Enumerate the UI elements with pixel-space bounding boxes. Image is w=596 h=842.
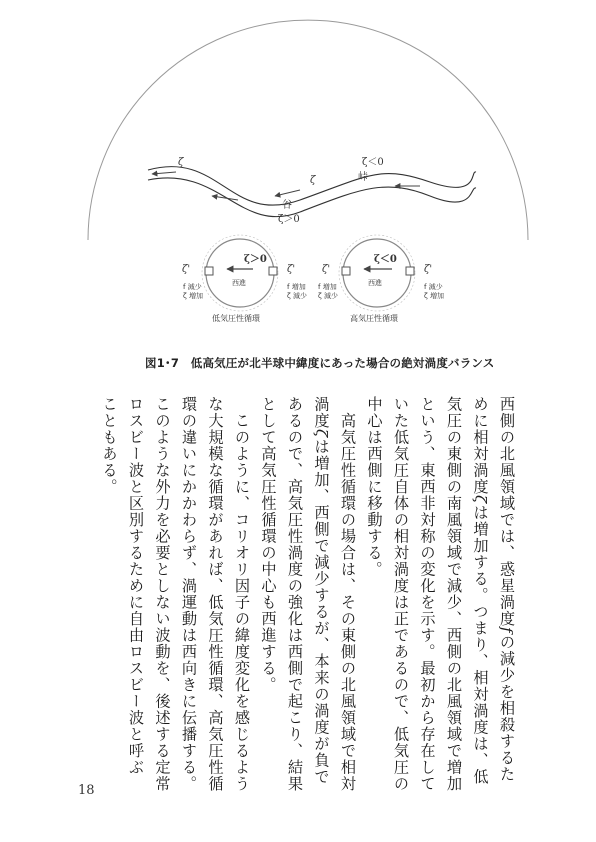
label-zeta-negative-top: ζ＜0: [362, 157, 384, 168]
high-circulation-title: 高気圧性循環: [350, 314, 398, 323]
figure-caption: 図1･7 低高気圧が北半球中緯度にあった場合の絶対渦度バランス: [145, 356, 495, 370]
hemisphere-arc: [88, 20, 528, 240]
text-column-3: 気圧の東側の南風領域で減少、西側の北風領域で増加: [445, 396, 463, 792]
text-column-8: [308, 396, 335, 786]
high-left-note-1: f 増加: [318, 283, 337, 291]
label-zeta-mid: ζ: [310, 175, 316, 186]
text-column-7: 高気圧性循環の場合は、その東側の北風領域で相対: [339, 396, 357, 792]
figure-absolute-vorticity-balance: [0, 0, 596, 340]
text-run: は増加する。つまり、相対渦度は、低: [471, 504, 490, 786]
low-right-note-2: ζ 減少: [287, 292, 308, 300]
high-outer-zeta-left: ζ': [322, 264, 331, 275]
math-zeta: ζ: [471, 495, 490, 505]
text-run: は増加、西側で減少するが、本来の渦度が負で: [312, 438, 331, 786]
low-inner-zeta: ζ': [287, 264, 296, 275]
text-run: の減少を相殺するた: [498, 633, 516, 783]
low-outer-zeta: ζ': [182, 264, 191, 275]
low-circulation-title: 低気圧性循環: [212, 314, 260, 323]
label-ridge: 峠: [358, 172, 368, 183]
text-column-14: このような外力を必要としない波動を、後述する定常: [153, 396, 172, 792]
text-column-4: という、東西非対称の変化を示す。最初から存在して: [418, 396, 437, 792]
high-left-note-2: ζ 減少: [318, 292, 339, 300]
low-right-note-1: f 増加: [287, 283, 306, 291]
text-column-15: ロスビー波と区別するために自由ロスビー波と呼ぶ: [127, 396, 145, 776]
text-run: 渦度: [312, 396, 331, 429]
math-f: f: [498, 627, 516, 634]
page-number: 18: [78, 783, 95, 798]
text-column-11: このように、コリオリ因子の緯度変化を感じるよう: [233, 396, 251, 792]
text-column-5: いた低気圧自体の相対渦度は正であるので、低気圧の: [392, 396, 410, 792]
low-left-note-1: f 減少: [183, 283, 202, 291]
flow-arrow-4: [152, 172, 176, 174]
text-column-16: こともある。: [100, 396, 119, 495]
flow-arrow-2: [275, 190, 300, 196]
text-column-2: [467, 396, 494, 786]
high-right-note-1: f 減少: [424, 283, 443, 291]
low-west-label: 西進: [232, 279, 246, 287]
body-text-vertical: [100, 396, 520, 792]
low-pressure-circulation: [182, 235, 307, 323]
text-run: 西側の北風領域では、惑星渦度: [498, 396, 516, 627]
text-column-13: 環の違いにかかわらず、渦運動は西向きに伝播する。: [180, 396, 198, 792]
low-center-zeta: ζ＞0: [244, 254, 267, 265]
high-outer-zeta-right: ζ': [424, 264, 433, 275]
label-zeta-positive: ζ＞0: [278, 214, 300, 225]
text-column-1: [494, 396, 521, 783]
math-zeta: ζ: [312, 429, 331, 439]
label-trough: 谷: [282, 200, 292, 211]
text-column-9: あるので、高気圧性渦度の強化は西側で起こり、結果: [286, 396, 304, 792]
text-column-10: として高気圧性循環の中心も西進する。: [259, 396, 278, 693]
high-right-note-2: ζ 増加: [424, 292, 445, 300]
high-west-label: 西進: [368, 279, 382, 287]
label-zeta-top-left: ζ: [178, 157, 184, 168]
text-column-12: な大規模な循環があれば、低気圧性循環、高気圧性循: [206, 396, 225, 792]
high-center-zeta: ζ＜0: [374, 254, 397, 265]
low-left-note-2: ζ 増加: [183, 292, 204, 300]
text-column-6: 中心は西側に移動する。: [365, 396, 384, 578]
high-pressure-circulation: [318, 235, 444, 323]
text-run: めに相対渦度: [471, 396, 490, 495]
